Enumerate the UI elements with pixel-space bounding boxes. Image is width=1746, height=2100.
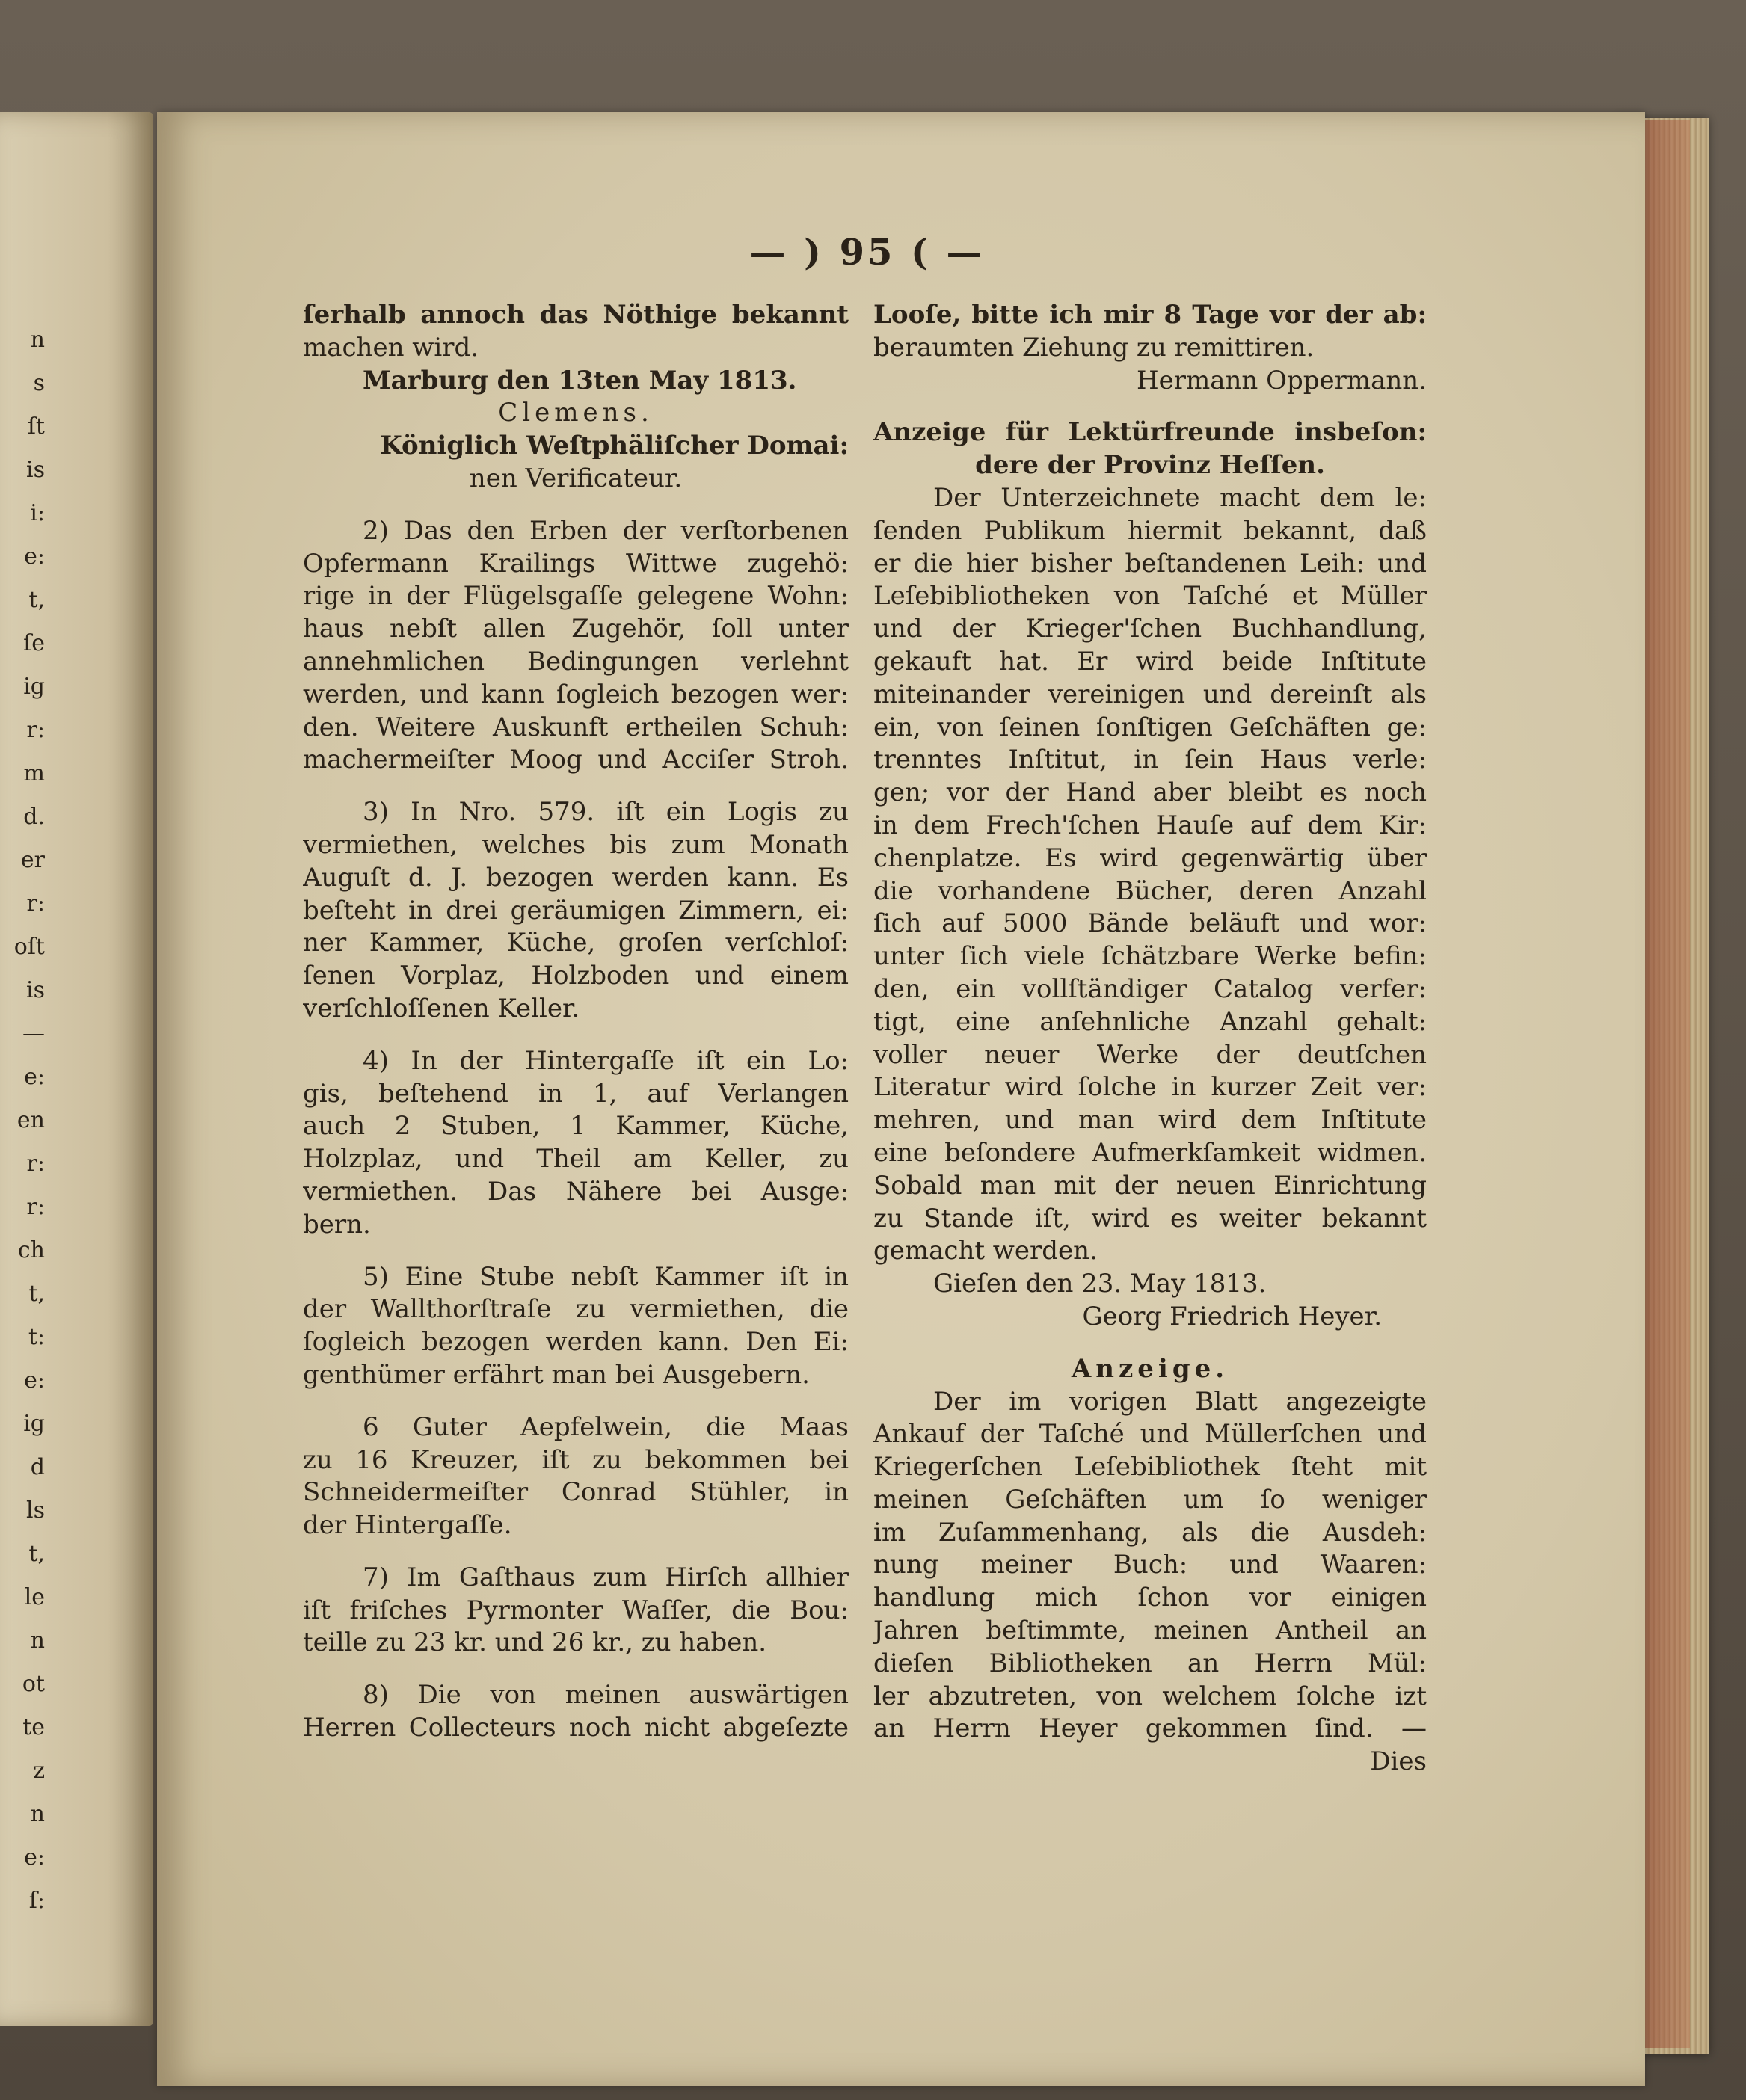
left-page-fragment: ſt	[27, 413, 45, 440]
text-line: handlung mich ſchon vor einigen	[873, 1583, 1427, 1613]
text-line: machen wird.	[303, 332, 479, 363]
text-line: Holzplaz, und Theil am Keller, zu	[303, 1144, 849, 1174]
text-line: 5) Eine Stube nebſt Kammer iſt in	[363, 1261, 849, 1292]
signature-title: Königlich Weſtphäliſcher Domai:	[380, 431, 849, 461]
text-line: zu Stande iſt, wird es weiter bekannt	[873, 1203, 1427, 1234]
text-line: der Wallthorſtraſe zu vermiethen, die	[303, 1294, 849, 1325]
left-page-fragment: r:	[26, 717, 45, 743]
text-line: Looſe, bitte ich mir 8 Tage vor der ab:	[873, 300, 1427, 330]
text-line: Der Unterzeichnete macht dem le:	[933, 482, 1427, 513]
left-page-fragment: t,	[28, 1541, 45, 1567]
section-heading: dere der Provinz Heſſen.	[975, 450, 1325, 481]
left-page-fragment: d	[30, 1454, 45, 1480]
text-line: voller neuer Werke der deutſchen	[873, 1039, 1427, 1070]
text-line: 8) Die von meinen auswärtigen	[363, 1680, 849, 1711]
left-page-fragment: ig	[23, 674, 45, 700]
text-line: machermeiſter Moog und Acciſer Stroh.	[303, 745, 849, 775]
left-page-fragment: t,	[28, 1281, 45, 1307]
text-line: 3) In Nro. 579. iſt ein Logis zu	[363, 797, 849, 828]
left-page-fragment: oſt	[13, 934, 45, 960]
text-line: vermiethen, welches bis zum Monath	[303, 829, 849, 860]
book-cover-edge	[1645, 120, 1690, 2048]
left-page-fragment: ig	[23, 1411, 45, 1437]
left-page-fragment: e:	[24, 544, 45, 570]
text-line: vermiethen. Das Nähere bei Ausge:	[303, 1176, 849, 1207]
left-page-fragment: t:	[28, 1324, 45, 1350]
text-line: Leſebibliotheken von Taſché et Müller	[873, 581, 1427, 612]
text-line: die vorhandene Bücher, deren Anzahl	[873, 875, 1427, 906]
text-line: an Herrn Heyer gekommen ſind. —	[873, 1713, 1427, 1744]
left-page-fragment: ot	[22, 1671, 45, 1697]
text-line: 4) In der Hintergaſſe iſt ein Lo:	[363, 1045, 849, 1076]
text-line: 2) Das den Erben der verſtorbenen	[363, 515, 849, 546]
text-line: miteinander vereinigen und dereinſt als	[873, 679, 1427, 709]
text-line: Kriegerſchen Leſebibliothek ſteht mit	[873, 1452, 1427, 1482]
text-line: ſich auf 5000 Bände beläuft und wor:	[873, 908, 1427, 939]
text-line: gemacht werden.	[873, 1236, 1098, 1266]
signature: Clemens.	[498, 398, 654, 428]
text-line: er die hier bisher beſtandenen Leih: und	[873, 548, 1427, 579]
left-page-fragment: er	[20, 847, 45, 873]
text-line: gekauft hat. Er wird beide Inſtitute	[873, 646, 1427, 677]
text-line: Herren Collecteurs noch nicht abgeſezte	[303, 1713, 849, 1743]
text-line: nung meiner Buch: und Waaren:	[873, 1550, 1427, 1580]
text-line: rige in der Flügelsgaſſe gelegene Wohn:	[303, 581, 849, 612]
text-line: ler abzutreten, von welchem ſolche izt	[873, 1681, 1427, 1711]
text-line: den, ein vollſtändiger Catalog verfer:	[873, 973, 1427, 1004]
text-line: den. Weitere Auskunft ertheilen Schuh:	[303, 712, 849, 742]
text-line: chenplatze. Es wird gegenwärtig über	[873, 843, 1427, 873]
text-line: Literatur wird ſolche in kurzer Zeit ver:	[873, 1072, 1427, 1103]
left-page-fragment: n	[30, 1801, 45, 1827]
text-line: ſenen Vorplaz, Holzboden und einem	[303, 961, 849, 991]
text-line: 7) Im Gaſthaus zum Hirſch allhier	[363, 1562, 849, 1592]
left-page-fragment: n	[30, 327, 45, 353]
text-line: iſt friſches Pyrmonter Waſſer, die Bou:	[303, 1595, 849, 1625]
text-line: bern.	[303, 1209, 371, 1240]
dateline: Gieſen den 23. May 1813.	[933, 1269, 1267, 1299]
text-line: Jahren beſtimmte, meinen Antheil an	[873, 1616, 1427, 1646]
text-line: werden, und kann ſogleich bezogen wer:	[303, 679, 849, 709]
text-line: ſogleich bezogen werden kann. Den Ei:	[303, 1327, 849, 1358]
left-page-fragment: s	[33, 370, 45, 396]
signature: Georg Friedrich Heyer.	[1082, 1301, 1382, 1331]
section-heading: Anzeige für Lektürfreunde insbeſon:	[873, 417, 1427, 448]
left-page-fragment: is	[26, 977, 45, 1003]
left-page-fragment: m	[23, 760, 45, 786]
text-line: haus nebſt allen Zugehör, ſoll unter	[303, 614, 849, 644]
text-line: beraumten Ziehung zu remittiren.	[873, 332, 1315, 363]
signature-title: nen Verificateur.	[469, 463, 683, 493]
left-page-fragment: is	[26, 457, 45, 483]
left-page-fragment: d.	[23, 804, 45, 830]
text-line: und der Krieger'ſchen Buchhandlung,	[873, 614, 1427, 644]
text-line: annehmlichen Bedingungen verlehnt	[303, 646, 849, 677]
left-page-fragment: e:	[24, 1844, 45, 1870]
section-heading: Anzeige.	[1071, 1353, 1229, 1384]
left-page-fragment: en	[16, 1107, 45, 1133]
left-column	[303, 299, 849, 1745]
left-page-fragment: e:	[24, 1064, 45, 1090]
text-line: ner Kammer, Küche, groſen verſchloſ:	[303, 928, 849, 958]
right-column	[873, 299, 1427, 1779]
text-line: Der im vorigen Blatt angezeigte	[933, 1386, 1427, 1417]
left-page-fragment: z	[33, 1758, 45, 1784]
left-page-fragment: ls	[26, 1497, 45, 1524]
text-line: Schneidermeiſter Conrad Stühler, in	[303, 1477, 849, 1508]
left-page-fragment: r:	[26, 1151, 45, 1177]
text-line: trenntes Inſtitut, in ſein Haus verle:	[873, 745, 1427, 775]
text-line: mehren, und man wird dem Inſtitute	[873, 1105, 1427, 1136]
text-line: tigt, eine anſehnliche Anzahl gehalt:	[873, 1006, 1427, 1037]
left-page-fragment: ſ:	[28, 1888, 45, 1914]
text-line: verſchloſſenen Keller.	[303, 993, 580, 1023]
dateline: Marburg den 13ten May 1813.	[363, 365, 797, 395]
text-line: 6 Guter Aepfelwein, die Maas	[363, 1411, 849, 1442]
left-page-fragment: i:	[30, 500, 45, 526]
catchword: Dies	[1370, 1746, 1427, 1777]
text-line: auch 2 Stuben, 1 Kammer, Küche,	[303, 1111, 849, 1142]
text-line: gis, beſtehend in 1, auf Verlangen	[303, 1078, 849, 1109]
page-number-header: — ) 95 ( —	[749, 232, 986, 274]
text-line: ein, von ſeinen ſonſtigen Geſchäften ge:	[873, 712, 1427, 742]
text-line: genthümer erfährt man bei Ausgebern.	[303, 1359, 810, 1390]
text-line: beſteht in drei geräumigen Zimmern, ei:	[303, 895, 849, 926]
signature: Hermann Oppermann.	[1136, 365, 1427, 395]
text-line: zu 16 Kreuzer, iſt zu bekommen bei	[303, 1444, 849, 1475]
left-page-fragment: e:	[24, 1367, 45, 1394]
text-line: Sobald man mit der neuen Einrichtung	[873, 1170, 1427, 1201]
text-line: gen; vor der Hand aber bleibt es noch	[873, 778, 1427, 808]
text-line: teille zu 23 kr. und 26 kr., zu haben.	[303, 1628, 767, 1658]
left-page-fragment: ſe	[23, 630, 45, 656]
text-line: unter ſich viele ſchätzbare Werke befin:	[873, 941, 1427, 972]
text-line: im Zuſammenhang, als die Ausdeh:	[873, 1517, 1427, 1548]
text-line: Opfermann Krailings Wittwe zugehö:	[303, 548, 849, 579]
text-line: Auguſt d. J. bezogen werden kann. Es	[303, 862, 849, 893]
text-line: ſenden Publikum hiermit bekannt, daß	[873, 515, 1427, 546]
left-page-fragment: r:	[26, 890, 45, 917]
text-line: in dem Frech'ſchen Hauſe auf dem Kir:	[873, 810, 1427, 840]
left-page-fragment: n	[30, 1628, 45, 1654]
left-page-fragment: r:	[26, 1194, 45, 1220]
left-page-fragment: ch	[17, 1237, 45, 1263]
text-line: ſerhalb annoch das Nöthige bekannt	[303, 300, 849, 330]
text-line: dieſen Bibliotheken an Herrn Mül:	[873, 1648, 1427, 1678]
left-page-fragment: te	[22, 1714, 45, 1740]
text-line: meinen Geſchäften um ſo weniger	[873, 1484, 1427, 1515]
left-page-fragment: t,	[28, 587, 45, 613]
left-page-fragment: —	[22, 1020, 45, 1047]
text-line: der Hintergaſſe.	[303, 1510, 512, 1541]
text-line: Ankauf der Taſché und Müllerſchen und	[873, 1419, 1427, 1450]
left-page-fragment: le	[24, 1584, 45, 1610]
text-line: eine beſondere Aufmerkſamkeit widmen.	[873, 1137, 1427, 1168]
